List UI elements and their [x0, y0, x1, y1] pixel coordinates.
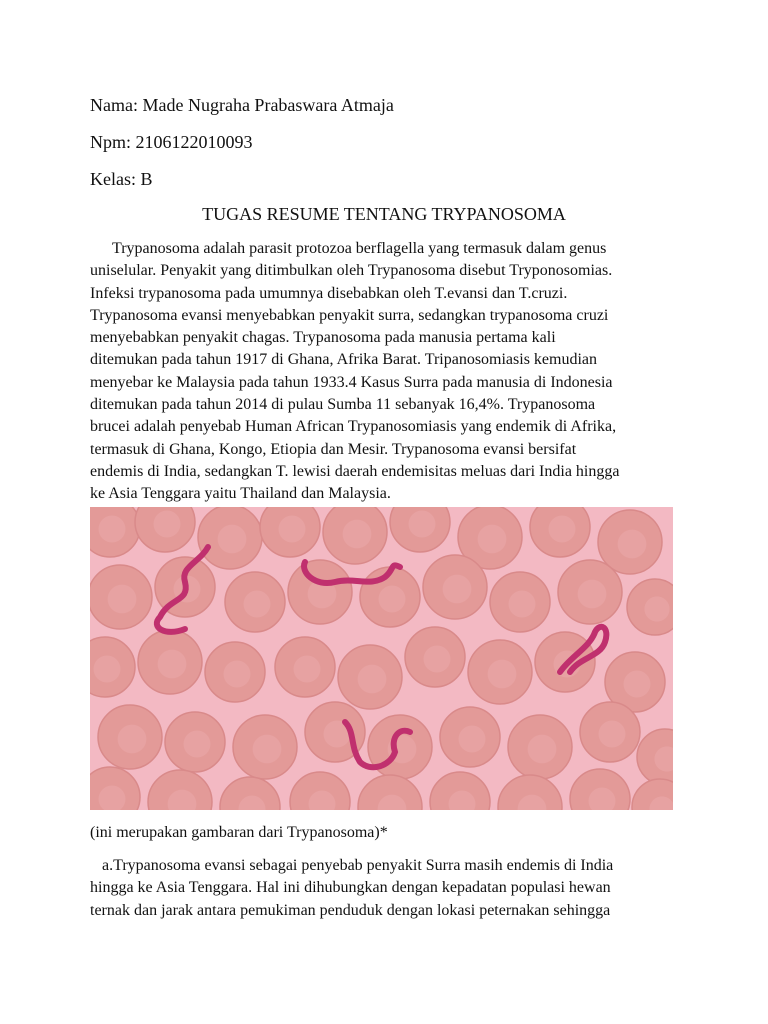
red-blood-cell-center: [218, 525, 247, 554]
red-blood-cell-center: [644, 596, 669, 621]
paragraph-line: menyebar ke Malaysia pada tahun 1933.4 Kasus Surra pada manusia di Indonesia: [90, 373, 613, 391]
paragraph-line: ke Asia Tenggara yaitu Thailand dan Malaysia.: [90, 485, 391, 503]
red-blood-cell-center: [509, 591, 536, 618]
intro-paragraph: [90, 238, 690, 506]
paragraph-line: Infeksi trypanosoma pada umumnya disebabkan oleh T.evansi dan T.cruzi.: [90, 284, 568, 302]
paragraph-line: uniselular. Penyakit yang ditimbulkan oleh Trypanosoma disebut Tryponosomias.: [90, 262, 613, 280]
red-blood-cell-center: [294, 656, 321, 683]
paragraph-line: a.Trypanosoma evansi sebagai penyebab penyakit Surra masih endemis di India: [102, 857, 614, 874]
red-blood-cell-center: [224, 661, 251, 688]
red-blood-cell-center: [244, 591, 271, 618]
document-title: TUGAS RESUME TENTANG TRYPANOSOMA: [202, 204, 566, 224]
paragraph-line: termasuk di Ghana, Kongo, Etiopia dan Mesir. Trypanosoma evansi bersifat: [90, 440, 577, 458]
red-blood-cell-center: [599, 721, 626, 748]
red-blood-cell-center: [424, 646, 451, 673]
red-blood-cell-center: [158, 650, 187, 679]
red-blood-cell-center: [549, 516, 576, 543]
red-blood-cell-center: [624, 671, 651, 698]
red-blood-cell-center: [118, 725, 147, 754]
paragraph-line: Trypanosoma evansi menyebabkan penyakit surra, sedangkan trypanosoma cruzi: [90, 306, 609, 324]
paragraph-line: ternak dan jarak antara pemukiman penduduk dengan lokasi peternakan sehingga: [90, 901, 611, 919]
red-blood-cell-center: [279, 516, 306, 543]
red-blood-cell-center: [184, 731, 211, 758]
red-blood-cell-center: [379, 586, 406, 613]
red-blood-cell-center: [253, 735, 282, 764]
paragraph-line: ditemukan pada tahun 2014 di pulau Sumba 11 sebanyak 16,4%. Trypanosoma: [90, 396, 596, 414]
red-blood-cell-center: [459, 726, 486, 753]
red-blood-cell-center: [528, 735, 557, 764]
point-a-paragraph: [90, 855, 690, 922]
paragraph-line: hingga ke Asia Tenggara. Hal ini dihubungkan dengan kepadatan populasi hewan: [90, 879, 611, 897]
red-blood-cell-center: [578, 580, 607, 609]
red-blood-cell-center: [108, 585, 137, 614]
red-blood-cell-center: [358, 665, 387, 694]
student-class-line: Kelas: B: [90, 169, 153, 189]
student-npm-line: Npm: 2106122010093: [90, 132, 253, 152]
trypanosoma-micrograph: [90, 507, 673, 810]
red-blood-cell-center: [94, 656, 121, 683]
red-blood-cell-center: [488, 660, 517, 689]
red-blood-cell-center: [443, 575, 472, 604]
paragraph-line: ditemukan pada tahun 1917 di Ghana, Afrika Barat. Tripanosomiasis kemudian: [90, 351, 598, 369]
figure-caption: (ini merupakan gambaran dari Trypanosoma)*: [90, 824, 388, 841]
paragraph-line: Trypanosoma adalah parasit protozoa berflagella yang termasuk dalam genus: [112, 240, 607, 257]
paragraph-line: brucei adalah penyebab Human African Trypanosomiasis yang endemik di Afrika,: [90, 418, 617, 436]
red-blood-cell-center: [478, 525, 507, 554]
red-blood-cell-center: [343, 520, 372, 549]
paragraph-line: endemis di India, sedangkan T. lewisi daerah endemisitas meluas dari India hingga: [90, 462, 620, 480]
paragraph-line: menyebabkan penyakit chagas. Trypanosoma pada manusia pertama kali: [90, 329, 556, 347]
red-blood-cell-center: [409, 511, 436, 538]
student-name-line: Nama: Made Nugraha Prabaswara Atmaja: [90, 95, 394, 115]
red-blood-cell-center: [618, 530, 647, 559]
red-blood-cell-center: [154, 511, 181, 538]
red-blood-cell-center: [99, 516, 126, 543]
